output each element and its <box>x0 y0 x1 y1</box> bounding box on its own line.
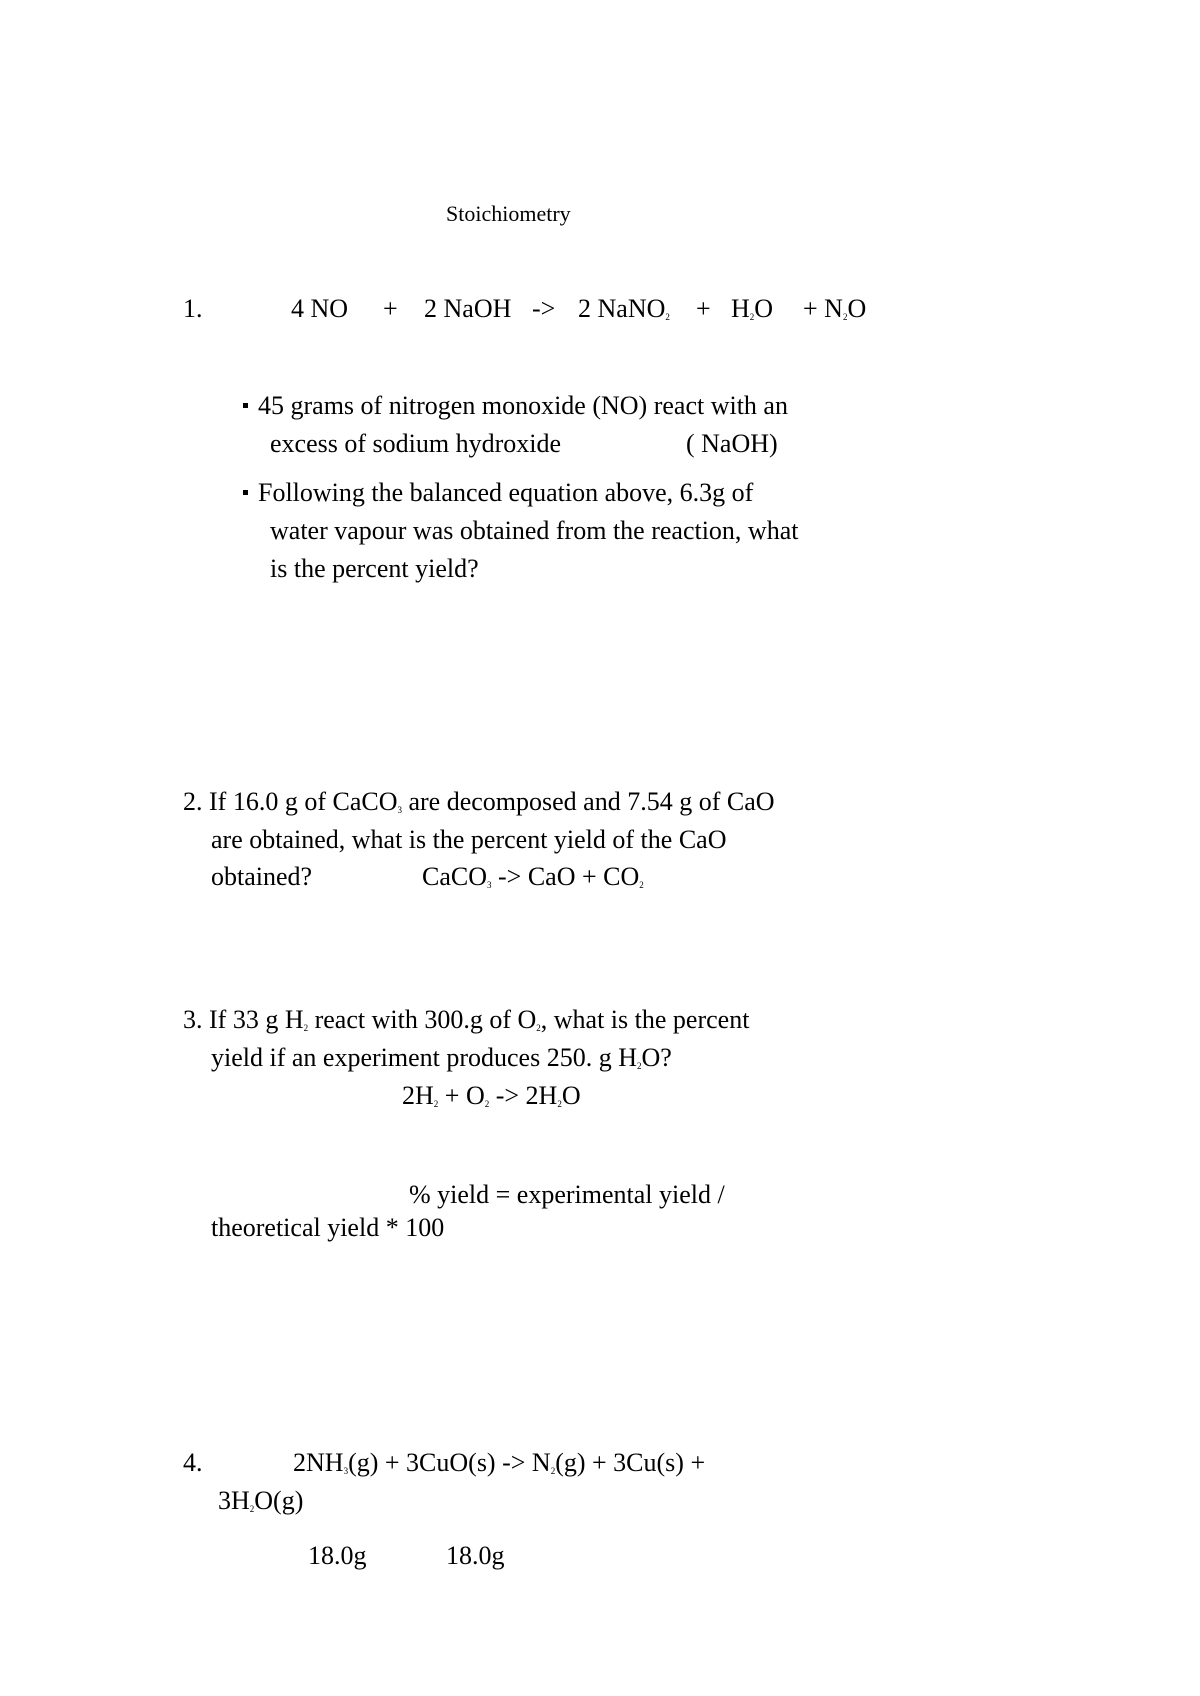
subscript: 2 <box>749 312 755 322</box>
text: 2H <box>402 1081 434 1110</box>
mass-value: 18.0g <box>308 1541 367 1570</box>
subscript: 2 <box>637 1061 642 1071</box>
question-number: 4. <box>183 1448 203 1477</box>
text: + N <box>803 294 843 323</box>
text: (g) + 3Cu(s) + <box>555 1448 706 1477</box>
text: O? <box>641 1043 672 1072</box>
question-text: are obtained, what is the percent yield of the CaO <box>211 825 727 854</box>
question-text: obtained? <box>211 862 313 891</box>
subscript: 2 <box>842 312 848 322</box>
subscript: 3 <box>487 880 492 890</box>
bullet-continuation: is the percent yield? <box>270 554 479 583</box>
equation-term <box>803 293 866 325</box>
subscript: 2 <box>557 1099 562 1109</box>
text: H <box>731 294 750 323</box>
bullet-icon <box>243 403 248 408</box>
page-title: Stoichiometry <box>446 201 571 226</box>
equation <box>218 1485 303 1517</box>
text: 2. If 16.0 g of CaCO <box>183 787 398 816</box>
question-number: 1. <box>183 294 203 323</box>
subscript: 2 <box>484 1099 490 1109</box>
text: O <box>754 294 774 323</box>
text: -> CaO + CO <box>491 862 640 891</box>
subscript: 3 <box>397 805 402 815</box>
text: 45 grams of nitrogen monoxide (NO) react with an <box>258 391 788 420</box>
bullet-item <box>243 477 753 509</box>
subscript: 2 <box>550 1466 556 1476</box>
equation-arrow: -> <box>532 294 556 323</box>
formula-text: theoretical yield * 100 <box>211 1213 445 1242</box>
equation-term <box>578 293 670 325</box>
text: CaCO <box>422 862 487 891</box>
text: 2NH <box>293 1448 344 1477</box>
equation-term: 2 NaOH <box>424 294 512 323</box>
text: , what is the percent <box>540 1005 750 1034</box>
equation-term: 4 NO <box>291 294 349 323</box>
bullet-continuation: excess of sodium hydroxide <box>270 429 562 458</box>
text: (g) + 3CuO(s) -> N <box>348 1448 551 1477</box>
subscript: 3 <box>343 1466 349 1476</box>
text: O <box>847 294 867 323</box>
bullet-icon <box>243 490 248 495</box>
formula-text: % yield = experimental yield / <box>409 1180 725 1209</box>
text: Following the balanced equation above, 6.3g of <box>258 478 754 507</box>
subscript: 2 <box>665 312 670 322</box>
question-text <box>183 786 775 818</box>
bullet-continuation: ( NaOH) <box>686 429 778 458</box>
bullet-item <box>243 390 788 422</box>
text: 3. If 33 g H <box>183 1005 304 1034</box>
text: react with 300.g of O <box>308 1005 537 1034</box>
text: O(g) <box>254 1486 304 1515</box>
subscript: 2 <box>639 880 644 890</box>
equation <box>293 1447 705 1479</box>
subscript: 2 <box>536 1023 541 1033</box>
bullet-continuation: water vapour was obtained from the reaction, what <box>270 516 799 545</box>
equation-plus: + <box>696 294 711 323</box>
equation-plus: + <box>383 294 398 323</box>
text: 2 NaNO <box>578 294 666 323</box>
subscript: 2 <box>433 1099 439 1109</box>
text: -> 2H <box>489 1081 558 1110</box>
equation <box>422 861 644 893</box>
question-text <box>211 1042 672 1074</box>
equation-term <box>731 293 773 325</box>
subscript: 2 <box>303 1023 309 1033</box>
text: 3H <box>218 1486 250 1515</box>
mass-value: 18.0g <box>446 1541 505 1570</box>
question-text <box>183 1004 749 1036</box>
equation <box>402 1080 581 1112</box>
text: are decomposed and 7.54 g of CaO <box>401 787 775 816</box>
text: yield if an experiment produces 250. g H <box>211 1043 637 1072</box>
text: O <box>561 1081 581 1110</box>
text: + O <box>438 1081 485 1110</box>
subscript: 2 <box>249 1504 255 1514</box>
